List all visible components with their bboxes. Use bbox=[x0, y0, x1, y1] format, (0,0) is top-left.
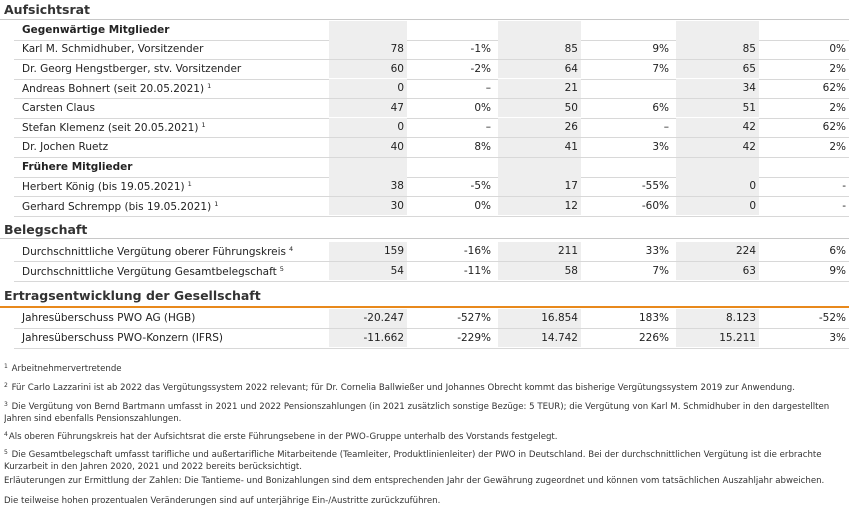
cell-value: 85 bbox=[564, 43, 578, 55]
cell-value-2022 bbox=[676, 197, 759, 216]
cell-change-2020 bbox=[411, 40, 494, 59]
cell-value-2022 bbox=[676, 329, 759, 348]
subheader-row-former bbox=[0, 158, 849, 178]
row-label-text: Karl M. Schmidhuber, Vorsitzender bbox=[22, 43, 204, 55]
cell-value-2021 bbox=[498, 138, 581, 157]
subheader-row-current bbox=[0, 21, 849, 41]
cell-change-2022 bbox=[763, 99, 849, 118]
cell-value: 78 bbox=[390, 43, 404, 55]
row-label bbox=[22, 245, 293, 258]
row-label bbox=[22, 312, 195, 324]
cell-value: 6% bbox=[829, 245, 846, 257]
cell-empty bbox=[498, 21, 581, 40]
cell-change-2022 bbox=[763, 262, 849, 281]
cell-value: 16.854 bbox=[541, 312, 578, 324]
footnote-7 bbox=[4, 496, 849, 508]
cell-value: 51 bbox=[742, 101, 756, 114]
row-label-text: Durchschnittliche Vergütung oberer Führungskreis bbox=[22, 246, 287, 258]
cell-value: 0 bbox=[749, 199, 756, 212]
cell-value-2020 bbox=[329, 60, 407, 79]
cell-value: -20.247 bbox=[363, 312, 404, 324]
footnote-marker: 4 bbox=[289, 245, 294, 253]
cell-value: 9% bbox=[829, 264, 846, 277]
cell-change-2022 bbox=[763, 60, 849, 79]
cell-value: 85 bbox=[742, 43, 756, 55]
cell-value: 38 bbox=[390, 180, 404, 192]
cell-value: – bbox=[485, 82, 491, 95]
cell-change-2020 bbox=[411, 309, 494, 328]
cell-empty bbox=[329, 158, 407, 177]
footnote-marker: 1 bbox=[214, 199, 219, 208]
cell-change-2021 bbox=[585, 40, 672, 59]
cell-change-2022 bbox=[763, 177, 849, 196]
row-label-text: Durchschnittliche Vergütung Gesamtbelegschaft bbox=[22, 265, 277, 278]
footnote-4 bbox=[4, 429, 849, 444]
section-divider-accent bbox=[0, 306, 849, 308]
cell-change-2022 bbox=[763, 138, 849, 157]
section-title-earnings: Ertragsentwicklung der Gesellschaft bbox=[4, 288, 261, 303]
cell-value: 0% bbox=[829, 43, 846, 55]
cell-value: 159 bbox=[383, 245, 404, 257]
cell-value: 54 bbox=[390, 264, 404, 277]
cell-empty bbox=[585, 158, 672, 177]
cell-empty bbox=[676, 21, 759, 40]
section-title-workforce: Belegschaft bbox=[4, 222, 88, 237]
row-label bbox=[22, 82, 211, 95]
subheader-former-members: Frühere Mitglieder bbox=[22, 161, 133, 173]
cell-change-2021 bbox=[585, 197, 672, 216]
cell-value-2021 bbox=[498, 118, 581, 137]
cell-value: -60% bbox=[641, 199, 669, 212]
cell-value: -2% bbox=[470, 62, 491, 75]
cell-change-2022 bbox=[763, 242, 849, 261]
cell-value: 0 bbox=[397, 121, 404, 134]
cell-value: 63 bbox=[742, 264, 756, 277]
table-row bbox=[0, 329, 849, 349]
row-label-text: Dr. Georg Hengstberger, stv. Vorsitzender bbox=[22, 62, 242, 75]
cell-value: 30 bbox=[390, 199, 404, 212]
cell-value-2022 bbox=[676, 177, 759, 196]
table-row bbox=[0, 138, 849, 158]
cell-change-2020 bbox=[411, 262, 494, 281]
cell-value: - bbox=[842, 199, 846, 212]
cell-change-2021 bbox=[585, 177, 672, 196]
cell-empty bbox=[498, 158, 581, 177]
cell-value: 8.123 bbox=[725, 312, 756, 324]
row-label bbox=[22, 141, 108, 153]
cell-value: 15.211 bbox=[719, 331, 756, 344]
row-label-text: Carsten Claus bbox=[22, 101, 95, 114]
cell-value: 3% bbox=[652, 141, 669, 153]
row-label-text: Dr. Jochen Ruetz bbox=[22, 141, 109, 153]
row-label bbox=[22, 63, 241, 75]
row-label bbox=[22, 332, 223, 344]
table-row bbox=[0, 60, 849, 80]
cell-value: 2% bbox=[829, 141, 846, 153]
cell-value: 7% bbox=[652, 264, 669, 277]
cell-value: 42 bbox=[742, 141, 756, 153]
footnote-text: Als oberen Führungskreis hat der Aufsichtsrat die erste Führungsebene in der PWO-Gruppe unterhalb des Vorstands festgelegt. bbox=[8, 432, 558, 442]
cell-value-2020 bbox=[329, 177, 407, 196]
cell-empty bbox=[763, 21, 849, 40]
cell-change-2020 bbox=[411, 242, 494, 261]
cell-value: 2% bbox=[829, 62, 846, 75]
cell-value: -1% bbox=[470, 43, 491, 55]
footnote-2 bbox=[4, 380, 849, 395]
table-row bbox=[0, 197, 849, 217]
cell-value: 26 bbox=[564, 121, 578, 134]
cell-value-2020 bbox=[329, 309, 407, 328]
cell-value: 2% bbox=[829, 101, 846, 114]
cell-value: 0 bbox=[397, 82, 404, 95]
cell-value-2020 bbox=[329, 197, 407, 216]
cell-empty bbox=[411, 158, 494, 177]
cell-value-2022 bbox=[676, 138, 759, 157]
row-divider bbox=[14, 281, 849, 282]
cell-value: -52% bbox=[818, 312, 846, 324]
cell-change-2021 bbox=[585, 329, 672, 348]
row-divider bbox=[14, 216, 849, 217]
cell-change-2021 bbox=[585, 118, 672, 137]
cell-value: -527% bbox=[457, 312, 491, 324]
footnote-marker: 1 bbox=[4, 363, 8, 370]
row-label bbox=[22, 200, 218, 213]
subheader-current-members: Gegenwärtige Mitglieder bbox=[22, 24, 170, 36]
footnote-text: Die teilweise hohen prozentualen Veränderungen sind auf unterjährige Ein-/Austritte zurückzuführen. bbox=[4, 496, 441, 506]
cell-value: -229% bbox=[457, 331, 491, 344]
cell-value: 7% bbox=[652, 62, 669, 75]
cell-value: 42 bbox=[742, 121, 756, 134]
cell-value: 8% bbox=[474, 141, 491, 153]
cell-value-2021 bbox=[498, 242, 581, 261]
cell-value-2022 bbox=[676, 262, 759, 281]
cell-value: 41 bbox=[564, 141, 578, 153]
cell-value: 64 bbox=[564, 62, 578, 75]
cell-change-2020 bbox=[411, 118, 494, 137]
section-divider bbox=[0, 19, 849, 20]
cell-change-2022 bbox=[763, 329, 849, 348]
cell-value-2020 bbox=[329, 329, 407, 348]
cell-empty bbox=[676, 158, 759, 177]
table-row bbox=[0, 177, 849, 197]
section-divider bbox=[0, 238, 849, 239]
footnote-marker: 3 bbox=[4, 401, 8, 408]
cell-value-2020 bbox=[329, 79, 407, 98]
footnote-marker: 5 bbox=[4, 449, 8, 456]
row-label-text: Jahresüberschuss PWO AG (HGB) bbox=[22, 312, 196, 324]
row-label bbox=[22, 43, 203, 55]
cell-value-2022 bbox=[676, 60, 759, 79]
cell-value: 0% bbox=[474, 199, 491, 212]
cell-value-2020 bbox=[329, 242, 407, 261]
cell-value-2022 bbox=[676, 309, 759, 328]
cell-value: 6% bbox=[652, 101, 669, 114]
cell-value: 17 bbox=[564, 180, 578, 192]
cell-change-2022 bbox=[763, 309, 849, 328]
cell-value: 50 bbox=[564, 101, 578, 114]
cell-value: 226% bbox=[638, 331, 669, 344]
cell-value: 21 bbox=[564, 82, 578, 95]
cell-change-2022 bbox=[763, 197, 849, 216]
footnote-marker: 1 bbox=[187, 180, 192, 188]
cell-value: 183% bbox=[638, 312, 669, 324]
cell-change-2020 bbox=[411, 138, 494, 157]
cell-value-2021 bbox=[498, 262, 581, 281]
cell-value: 224 bbox=[735, 245, 756, 257]
cell-empty bbox=[585, 21, 672, 40]
cell-change-2022 bbox=[763, 40, 849, 59]
cell-change-2021 bbox=[585, 99, 672, 118]
cell-empty bbox=[411, 21, 494, 40]
cell-change-2020 bbox=[411, 79, 494, 98]
cell-change-2021 bbox=[585, 242, 672, 261]
table-row bbox=[0, 40, 849, 60]
cell-change-2020 bbox=[411, 329, 494, 348]
cell-value: – bbox=[663, 121, 669, 134]
cell-value-2021 bbox=[498, 40, 581, 59]
cell-value: - bbox=[842, 180, 846, 192]
cell-value: 9% bbox=[652, 43, 669, 55]
cell-value: 0% bbox=[474, 101, 491, 114]
cell-change-2021 bbox=[585, 79, 672, 98]
cell-change-2021 bbox=[585, 60, 672, 79]
cell-change-2022 bbox=[763, 79, 849, 98]
footnote-1 bbox=[4, 361, 849, 376]
cell-change-2021 bbox=[585, 138, 672, 157]
cell-value-2021 bbox=[498, 329, 581, 348]
cell-value-2020 bbox=[329, 99, 407, 118]
table-row bbox=[0, 262, 849, 282]
cell-value: -11.662 bbox=[363, 331, 404, 344]
table-row bbox=[0, 118, 849, 138]
row-label bbox=[22, 102, 95, 114]
cell-value: -11% bbox=[463, 264, 491, 277]
cell-value-2022 bbox=[676, 79, 759, 98]
cell-value-2021 bbox=[498, 309, 581, 328]
cell-value-2022 bbox=[676, 99, 759, 118]
footnote-text: Die Gesamtbelegschaft umfasst tarifliche und außertarifliche Mitarbeitende (Teamleiter, Produktlinienleiter) der PWO in Deutschland. Bei der durchschnittlichen Vergütung ist die erbrachte Kurzarbeit in den Jahren 2020, 2021 und 2022 bereits berücksichtigt. bbox=[4, 450, 822, 471]
row-label-text: Gerhard Schrempp (bis 19.05.2021) bbox=[22, 200, 212, 213]
cell-value-2021 bbox=[498, 79, 581, 98]
cell-value: -55% bbox=[641, 180, 669, 192]
cell-value: 14.742 bbox=[541, 331, 578, 344]
cell-value: -5% bbox=[470, 180, 491, 192]
row-label-text: Herbert König (bis 19.05.2021) bbox=[22, 181, 185, 193]
cell-value-2021 bbox=[498, 197, 581, 216]
cell-empty bbox=[763, 158, 849, 177]
footnote-marker: 1 bbox=[207, 82, 212, 91]
section-title-supervisory-board: Aufsichtsrat bbox=[4, 2, 91, 17]
cell-change-2020 bbox=[411, 177, 494, 196]
table-row bbox=[0, 309, 849, 329]
cell-value: 0 bbox=[749, 180, 756, 192]
row-label-text: Stefan Klemenz (seit 20.05.2021) bbox=[22, 122, 199, 135]
row-label-text: Andreas Bohnert (seit 20.05.2021) bbox=[22, 83, 205, 96]
row-label bbox=[22, 265, 284, 278]
cell-empty bbox=[329, 21, 407, 40]
cell-value: 62% bbox=[822, 82, 846, 95]
footnote-text: Für Carlo Lazzarini ist ab 2022 das Vergütungssystem 2022 relevant; für Dr. Cornelia Ballwießer und Johannes Obrecht kommt das bisherige Vergütungssystem 2019 zur Anwendung. bbox=[11, 383, 795, 393]
cell-value: 34 bbox=[742, 82, 756, 95]
cell-change-2021 bbox=[585, 262, 672, 281]
cell-value: 62% bbox=[822, 121, 846, 134]
cell-value: 3% bbox=[829, 331, 846, 344]
cell-value: 33% bbox=[645, 245, 669, 257]
cell-value: 65 bbox=[742, 62, 756, 75]
cell-value-2020 bbox=[329, 40, 407, 59]
cell-value: – bbox=[485, 121, 491, 134]
cell-value-2020 bbox=[329, 118, 407, 137]
footnote-6 bbox=[4, 476, 849, 488]
row-label bbox=[22, 121, 206, 134]
footnote-5 bbox=[4, 447, 849, 471]
footnote-marker: 4 bbox=[4, 431, 8, 438]
footnote-marker: 1 bbox=[201, 121, 206, 130]
cell-change-2020 bbox=[411, 99, 494, 118]
cell-value: 40 bbox=[390, 141, 404, 153]
footnote-text: Erläuterungen zur Ermittlung der Zahlen: Die Tantieme- und Bonizahlungen sind dem entsprechenden Jahr der Gewährung zugeordnet und können vom tatsächlichen Auszahljahr abweichen. bbox=[4, 476, 825, 486]
cell-value: -16% bbox=[463, 245, 491, 257]
footnote-3 bbox=[4, 399, 849, 423]
footnote-marker: 5 bbox=[279, 264, 284, 273]
footnote-marker: 2 bbox=[4, 382, 8, 389]
cell-value: 211 bbox=[557, 245, 578, 257]
row-label bbox=[22, 180, 192, 193]
footnote-text: Arbeitnehmervertretende bbox=[11, 364, 122, 374]
cell-change-2022 bbox=[763, 118, 849, 137]
cell-value-2021 bbox=[498, 60, 581, 79]
cell-value: 58 bbox=[564, 264, 578, 277]
table-row bbox=[0, 99, 849, 119]
cell-change-2020 bbox=[411, 60, 494, 79]
cell-value-2020 bbox=[329, 138, 407, 157]
cell-change-2020 bbox=[411, 197, 494, 216]
row-divider bbox=[14, 348, 849, 349]
cell-change-2021 bbox=[585, 309, 672, 328]
cell-value: 47 bbox=[390, 101, 404, 114]
cell-value-2022 bbox=[676, 242, 759, 261]
cell-value: 12 bbox=[564, 199, 578, 212]
row-label-text: Jahresüberschuss PWO-Konzern (IFRS) bbox=[22, 331, 224, 344]
cell-value-2022 bbox=[676, 40, 759, 59]
table-row bbox=[0, 242, 849, 262]
table-row bbox=[0, 79, 849, 99]
cell-value-2021 bbox=[498, 177, 581, 196]
cell-value: 60 bbox=[390, 62, 404, 75]
cell-value-2020 bbox=[329, 262, 407, 281]
cell-value-2022 bbox=[676, 118, 759, 137]
footnote-text: Die Vergütung von Bernd Bartmann umfasst in 2021 und 2022 Pensionszahlungen (in 2021 zusätzlich sonstige Bezüge: 5 TEUR); die Vergütung von Karl M. Schmidhuber in den dargestellten Jahren sind ebenfalls Pensionszahlungen. bbox=[4, 402, 830, 423]
cell-value-2021 bbox=[498, 99, 581, 118]
